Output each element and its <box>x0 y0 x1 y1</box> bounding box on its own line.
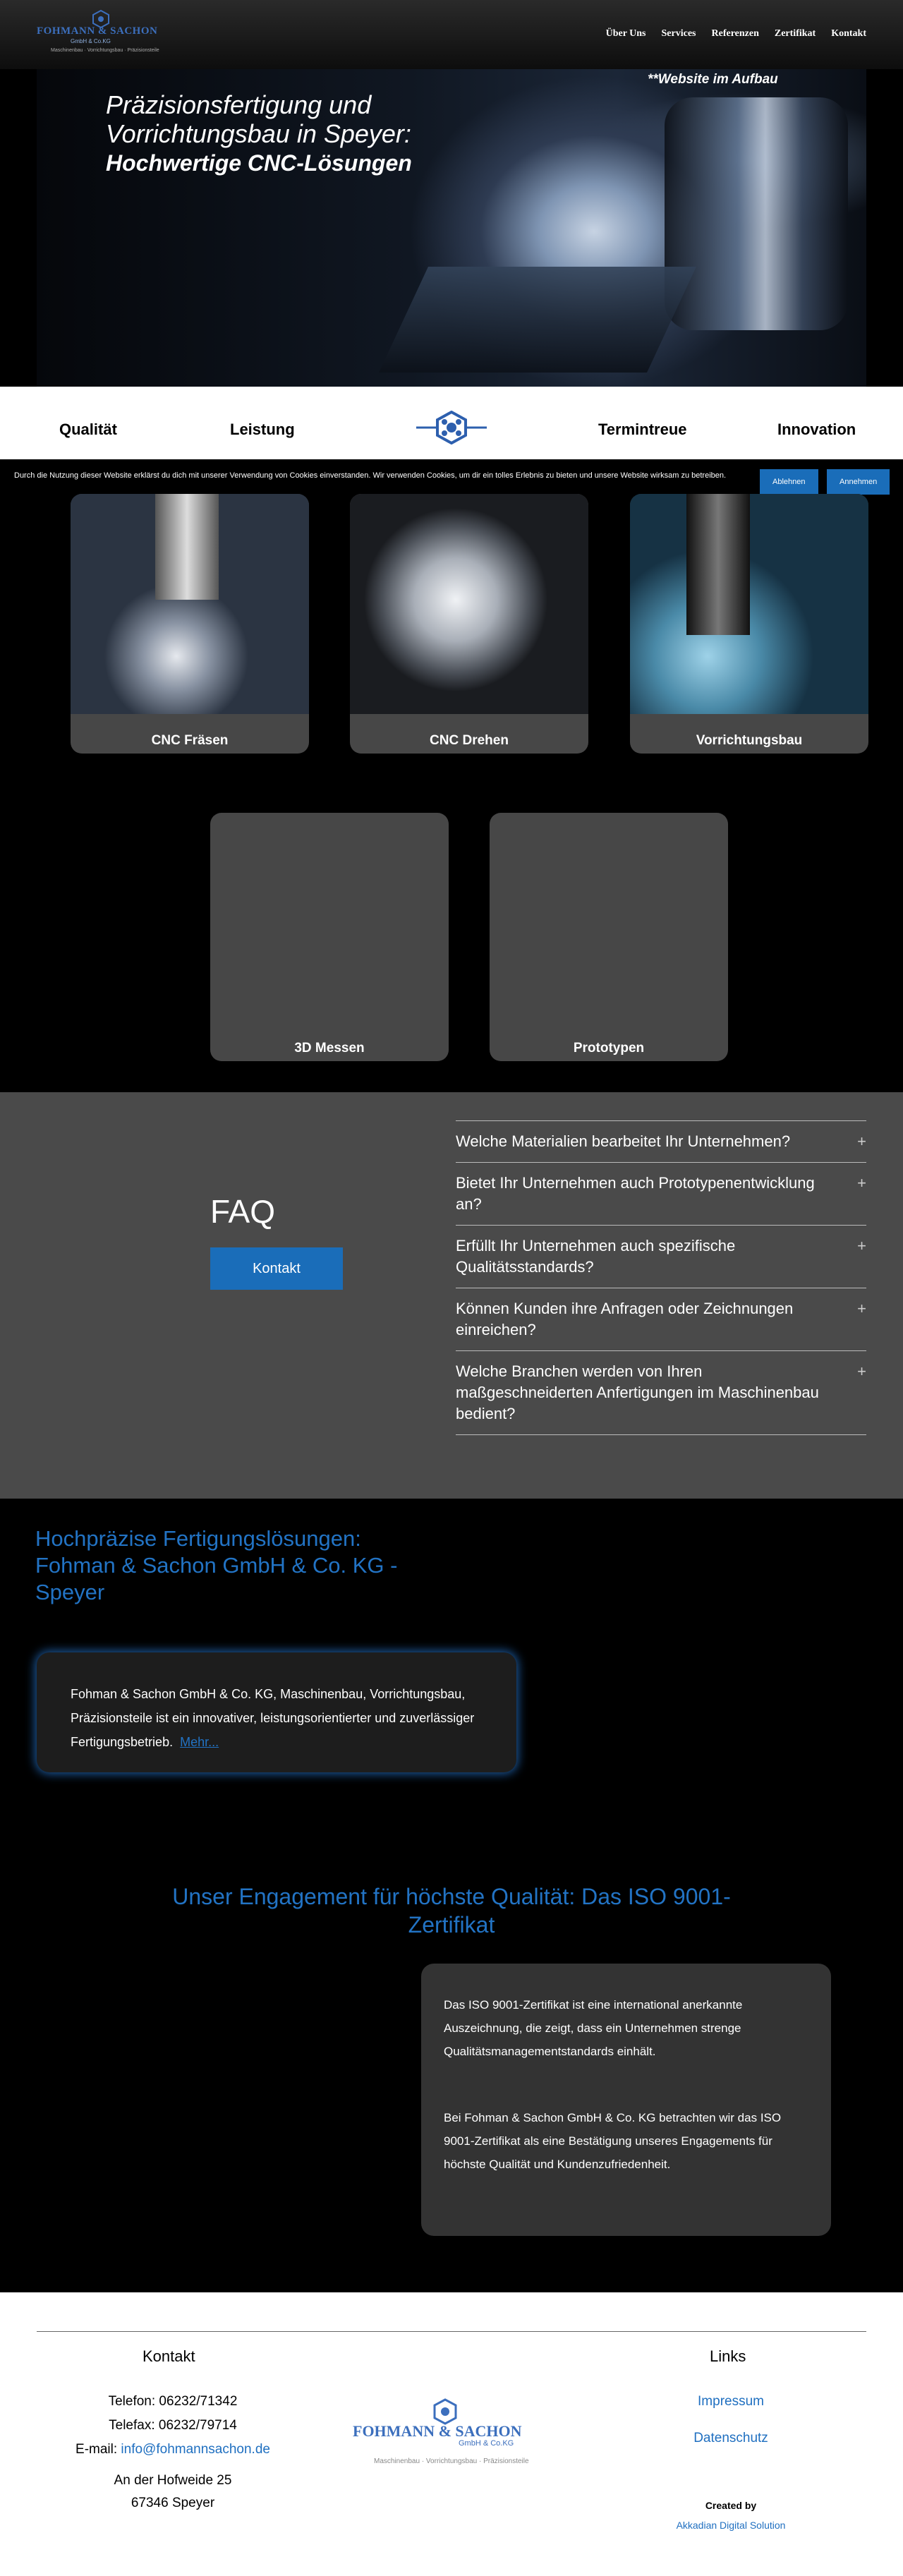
service-card-prototypen[interactable] <box>490 813 728 1061</box>
hero-subheading: Hochwertige CNC-Lösungen <box>106 150 412 176</box>
faq-kontakt-button[interactable]: Kontakt <box>210 1247 343 1290</box>
faq-item[interactable] <box>456 1163 866 1226</box>
logo-tagline: Maschinenbau · Vorrichtungsbau · Präzisionsteile <box>51 48 159 53</box>
faq-item[interactable] <box>456 1288 866 1351</box>
impressum-link[interactable]: Impressum <box>698 2394 764 2409</box>
engagement-paragraph-1: Das ISO 9001-Zertifikat ist eine international anerkannte Auszeichnung, die zeigt, dass ein Unternehmen strenge Qualitätsmanagementstandards einhält. <box>444 1998 743 2058</box>
hero-tool-image <box>379 267 696 373</box>
hexagon-logo-icon <box>432 2398 459 2425</box>
cnc-fraesen-image <box>71 494 309 714</box>
footer-divider <box>37 2331 866 2332</box>
value-qualitaet: Qualität <box>59 421 117 438</box>
value-termintreue: Termintreue <box>598 421 687 438</box>
construction-badge: **Website im Aufbau <box>648 72 778 87</box>
footer-links <box>660 2390 801 2450</box>
footer-fax: Telefax: 06232/79714 <box>109 2418 237 2433</box>
footer-logo[interactable] <box>353 2398 543 2476</box>
hero-heading <box>106 90 411 148</box>
hero-banner <box>37 69 866 387</box>
service-card-vorrichtungsbau[interactable] <box>630 494 868 754</box>
footer-phone: Telefon: 06232/71342 <box>108 2394 238 2409</box>
engagement-title: Unser Engagement für höchste Qualität: Das ISO 9001-Zertifikat <box>172 1884 731 1937</box>
more-link[interactable]: Mehr... <box>180 1735 219 1749</box>
logo-sub: GmbH & Co.KG <box>71 38 111 44</box>
faq-question: Bietet Ihr Unternehmen auch Prototypenentwicklung an? <box>456 1174 815 1213</box>
service-label: Vorrichtungsbau <box>696 733 803 748</box>
main-nav <box>606 28 866 40</box>
faq-item[interactable] <box>456 1226 866 1288</box>
footer-email-row <box>56 2438 289 2462</box>
service-label: CNC Fräsen <box>151 733 229 748</box>
footer-logo-brand: FOHMANN & SACHON <box>353 2422 522 2440</box>
hero-spindle-image <box>665 97 848 330</box>
footer-logo-sub: GmbH & Co.KG <box>459 2439 514 2448</box>
plus-icon: + <box>857 1174 866 1192</box>
footer-links-title: Links <box>710 2347 746 2365</box>
footer-street: An der Hofweide 25 <box>114 2473 232 2488</box>
faq-question: Erfüllt Ihr Unternehmen auch spezifische Qualitätsstandards? <box>456 1237 736 1276</box>
plus-icon: + <box>857 1362 866 1380</box>
footer-city: 67346 Speyer <box>131 2496 215 2510</box>
faq-question: Welche Branchen werden von Ihren maßgeschneiderten Anfertigungen im Maschinenbau bedient? <box>456 1362 819 1422</box>
hero-line-1: Präzisionsfertigung und <box>106 90 372 119</box>
cookie-text: Durch die Nutzung dieser Website erklärst du dich mit unserer Verwendung von Cookies einverstanden. Wir verwenden Cookies, um dir ein tolles Erlebnis zu bieten und unsere Website wirksam zu betreiben. <box>14 471 727 480</box>
faq-section <box>0 1092 903 1499</box>
header-logo[interactable] <box>37 10 164 59</box>
intro-text: Fohman & Sachon GmbH & Co. KG, Maschinenbau, Vorrichtungsbau, Präzisionsteile ist ein innovativer, leistungsorientierter und zuverlässiger Fertigungsbetrieb. <box>71 1687 475 1749</box>
faq-item[interactable] <box>456 1351 866 1435</box>
service-card-cnc-drehen[interactable] <box>350 494 588 754</box>
service-label: CNC Drehen <box>430 733 509 748</box>
nav-referenzen[interactable]: Referenzen <box>711 28 759 39</box>
datenschutz-link[interactable]: Datenschutz <box>693 2431 768 2445</box>
service-label: 3D Messen <box>294 1041 365 1056</box>
footer-credits <box>660 2496 801 2535</box>
cnc-drehen-image <box>350 494 588 714</box>
footer-kontakt-title: Kontakt <box>143 2347 195 2365</box>
footer-email-label: E-mail: <box>75 2442 118 2457</box>
site-footer <box>0 2292 903 2576</box>
service-card-3d-messen[interactable] <box>210 813 449 1061</box>
nav-kontakt[interactable]: Kontakt <box>831 28 866 39</box>
vorrichtungsbau-image <box>630 494 868 714</box>
footer-logo-tagline: Maschinenbau · Vorrichtungsbau · Präzisionsteile <box>374 2457 529 2465</box>
footer-contact-block <box>56 2390 289 2462</box>
value-leistung: Leistung <box>230 421 295 438</box>
values-bar <box>0 387 903 459</box>
intro-box <box>37 1652 516 1772</box>
faq-item[interactable] <box>456 1121 866 1163</box>
faq-question: Welche Materialien bearbeitet Ihr Unternehmen? <box>456 1132 791 1150</box>
plus-icon: + <box>857 1237 866 1254</box>
faq-title: FAQ <box>210 1193 276 1230</box>
logo-brand: FOHMANN & SACHON <box>37 25 158 37</box>
footer-address <box>56 2469 289 2515</box>
hero-line-2: Vorrichtungsbau in Speyer: <box>106 119 411 148</box>
plus-icon: + <box>857 1132 866 1150</box>
engagement-box <box>421 1964 831 2236</box>
service-label: Prototypen <box>573 1041 645 1056</box>
plus-icon: + <box>857 1300 866 1317</box>
faq-list <box>456 1120 866 1435</box>
hexagon-logo-icon <box>416 411 487 445</box>
intro-text-block <box>71 1682 494 1754</box>
footer-email-link[interactable]: info@fohmannsachon.de <box>121 2442 270 2457</box>
nav-ueber-uns[interactable]: Über Uns <box>605 28 646 39</box>
engagement-paragraph-2: Bei Fohman & Sachon GmbH & Co. KG betrachten wir das ISO 9001-Zertifikat als eine Bestätigung unseres Engagements für höchste Qualität und Kundenzufriedenheit. <box>444 2111 782 2171</box>
service-card-cnc-fraesen[interactable] <box>71 494 309 754</box>
faq-question: Können Kunden ihre Anfragen oder Zeichnungen einreichen? <box>456 1300 794 1338</box>
cookie-accept-button[interactable]: Annehmen <box>827 469 890 495</box>
intro-title: Hochpräzise Fertigungslösungen: Fohman & Sachon GmbH & Co. KG - Speyer <box>35 1526 398 1604</box>
created-by-label: Created by <box>705 2500 757 2511</box>
site-header <box>0 0 903 69</box>
cookie-decline-button[interactable]: Ablehnen <box>760 469 818 495</box>
value-innovation: Innovation <box>777 421 856 438</box>
nav-services[interactable]: Services <box>661 28 696 39</box>
creator-link[interactable]: Akkadian Digital Solution <box>676 2520 786 2531</box>
nav-zertifikat[interactable]: Zertifikat <box>774 28 816 39</box>
